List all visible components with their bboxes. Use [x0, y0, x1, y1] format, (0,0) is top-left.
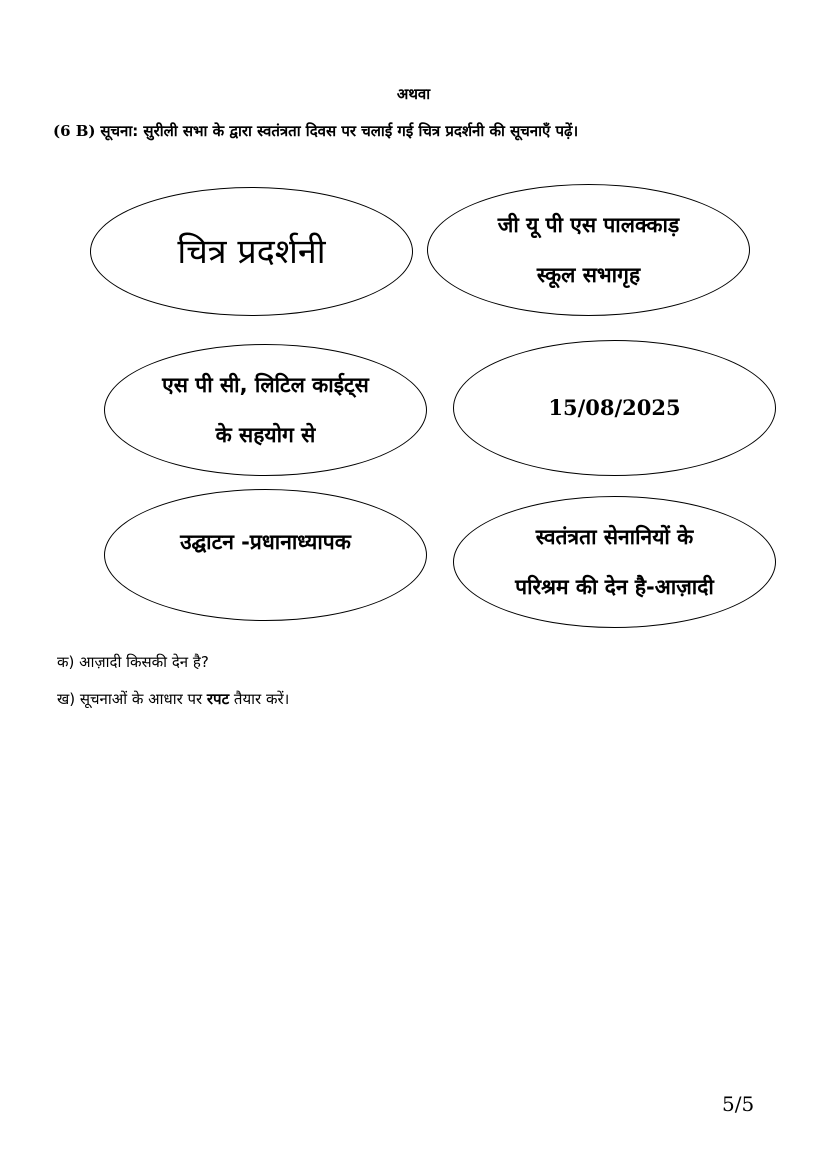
notice-oval-title: [90, 187, 413, 316]
notice-date: 15/08/2025: [548, 395, 681, 420]
sub-question-kha-suffix: तैयार करें।: [229, 690, 290, 708]
notice-venue-line1: जी यू पी एस पालक्काड़: [497, 213, 680, 237]
section-heading: अथवा: [396, 85, 431, 103]
notice-oval-slogan: [453, 496, 776, 628]
page-number: 5/5: [722, 1092, 755, 1116]
notice-support-line2: के सहयोग से: [215, 423, 316, 447]
notice-slogan-line2: परिश्रम की देन है-आज़ादी: [515, 575, 714, 599]
question-text: सूचना: सुरीली सभा के द्वारा स्वतंत्रता दिवस पर चलाई गई चित्र प्रदर्शनी की सूचनाएँ पढ़ें।: [100, 122, 579, 140]
notice-slogan-line1: स्वतंत्रता सेनानियों के: [535, 525, 694, 549]
question-statement: [53, 121, 793, 141]
notice-oval-date: [453, 340, 776, 476]
notice-venue-line2: स्कूल सभागृह: [536, 263, 641, 287]
notice-support-line1: एस पी सी, लिटिल काईट्स: [162, 373, 369, 397]
notice-title: चित्र प्रदर्शनी: [177, 231, 326, 272]
sub-question-kha-prefix: ख) सूचनाओं के आधार पर: [57, 690, 207, 708]
notice-oval-venue: [427, 184, 750, 316]
notice-inauguration: उद्घाटन -प्रधानाध्यापक: [180, 530, 351, 554]
sub-question-kha: [57, 689, 289, 709]
notice-oval-inauguration: [104, 489, 427, 621]
sub-question-ka: क) आज़ादी किसकी देन है?: [57, 653, 209, 671]
question-number: (6 B): [53, 122, 96, 140]
notice-oval-support: [104, 344, 427, 476]
sub-question-kha-bold: रपट: [206, 690, 230, 708]
